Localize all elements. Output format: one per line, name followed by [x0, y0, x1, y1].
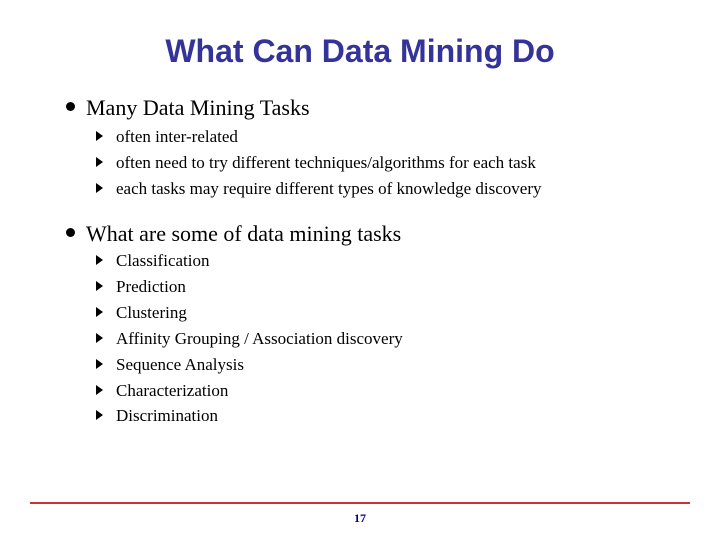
- section-heading-label: Many Data Mining Tasks: [86, 95, 310, 120]
- list-item-text: often need to try different techniques/algorithms for each task: [116, 153, 536, 172]
- list-item: [96, 150, 536, 176]
- section-heading-tasks: [66, 95, 310, 121]
- triangle-bullet-icon: [96, 255, 103, 265]
- triangle-bullet-icon: [96, 385, 103, 395]
- list-item: [96, 378, 228, 404]
- list-item: [96, 326, 403, 352]
- list-item: [96, 300, 187, 326]
- triangle-bullet-icon: [96, 131, 103, 141]
- section-heading-label: What are some of data mining tasks: [86, 221, 402, 246]
- list-item-text: Classification: [116, 251, 210, 270]
- section-heading-task-list: [66, 221, 401, 247]
- triangle-bullet-icon: [96, 333, 103, 343]
- list-item: [96, 352, 244, 378]
- list-item-text: Clustering: [116, 303, 187, 322]
- list-item-text: each tasks may require different types of knowledge discovery: [116, 179, 542, 198]
- triangle-bullet-icon: [96, 307, 103, 317]
- list-item: [96, 248, 209, 274]
- bullet-dot-icon: [66, 228, 75, 237]
- list-item-text: often inter-related: [116, 127, 238, 146]
- bullet-dot-icon: [66, 102, 75, 111]
- triangle-bullet-icon: [96, 183, 103, 193]
- triangle-bullet-icon: [96, 359, 103, 369]
- list-item-text: Sequence Analysis: [116, 355, 244, 374]
- triangle-bullet-icon: [96, 157, 103, 167]
- footer-divider: [30, 502, 690, 504]
- list-item: [96, 274, 186, 300]
- triangle-bullet-icon: [96, 281, 103, 291]
- list-item-text: Characterization: [116, 381, 229, 400]
- list-item-text: Affinity Grouping / Association discovery: [116, 329, 403, 348]
- slide-title: What Can Data Mining Do: [165, 33, 555, 69]
- list-item: [96, 176, 541, 202]
- list-item: [96, 124, 238, 150]
- page-number: 17: [354, 511, 366, 525]
- list-item-text: Prediction: [116, 277, 186, 296]
- list-item-text: Discrimination: [116, 406, 218, 425]
- triangle-bullet-icon: [96, 410, 103, 420]
- list-item: [96, 403, 218, 429]
